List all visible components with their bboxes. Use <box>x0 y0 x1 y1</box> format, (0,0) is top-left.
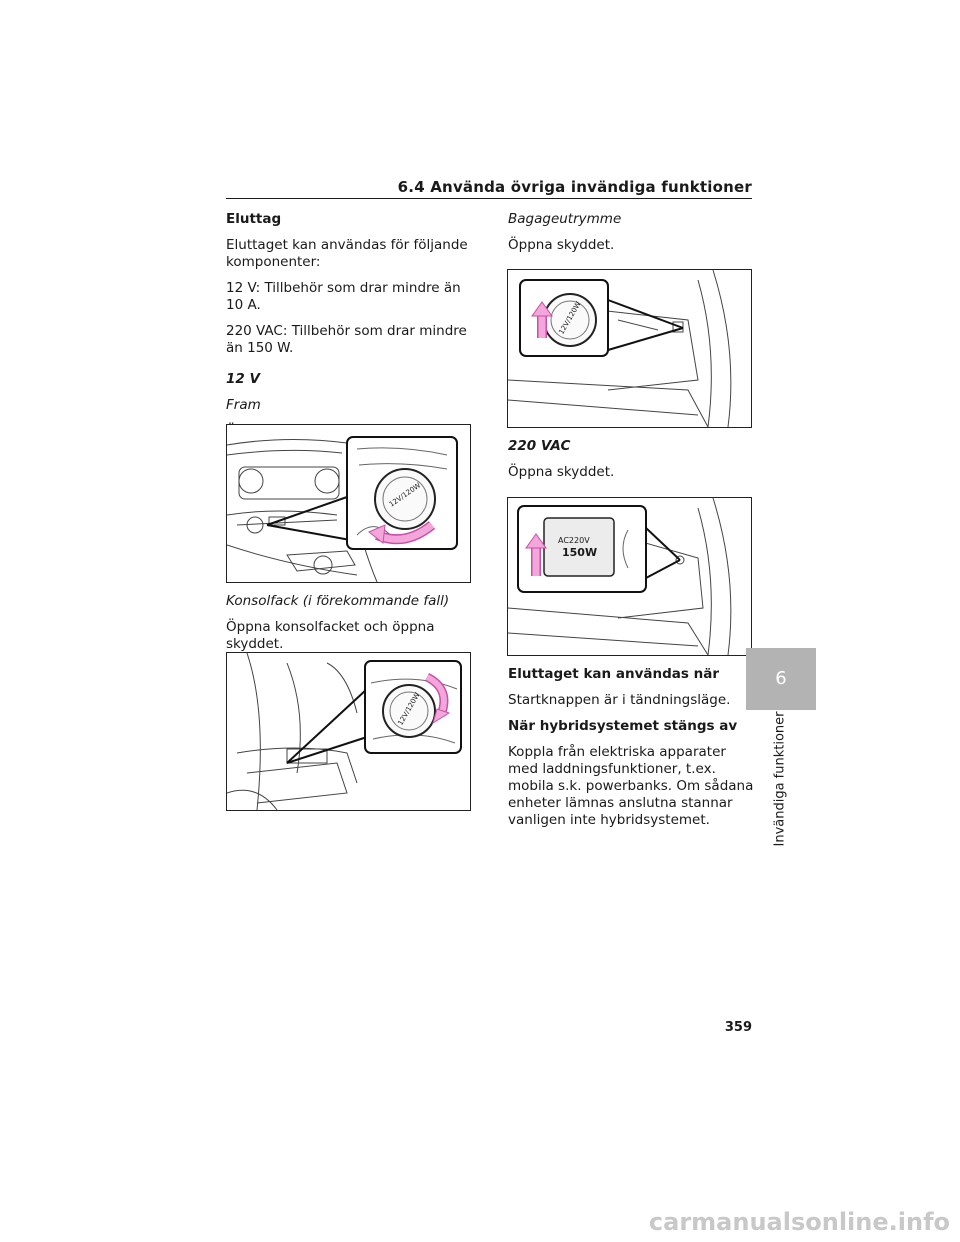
hybrid-text: Koppla från elektriska apparater med laddningsfunktioner, t.ex. mobila s.k. powerbanks. Om sådana enheter lämnas anslutna stannar vanligen inte hybridsystemet. <box>508 744 754 828</box>
right-column-mid <box>508 438 758 490</box>
figure-luggage-12v <box>507 269 752 428</box>
bagageutrymme-label: Bagageutrymme <box>508 211 622 227</box>
konsolfack-label: Konsolfack (i förekommande fall) <box>226 593 450 609</box>
right-column-bottom <box>508 666 758 838</box>
cap-label-front: 12V/120W <box>387 481 423 509</box>
figure-front-socket <box>226 424 471 583</box>
sub-12v-heading: 12 V <box>226 371 260 387</box>
chapter-label: Invändiga funktioner <box>772 711 788 847</box>
spec-220v: 220 VAC: Tillbehör som drar mindre än 150 W. <box>226 323 467 356</box>
chapter-label-container <box>732 711 828 847</box>
cap-label-luggage: 12V/120W <box>557 300 583 336</box>
chapter-tab <box>746 648 816 710</box>
section-header: 6.4 Använda övriga invändiga funktioner <box>397 178 752 196</box>
sub-220-heading: 220 VAC <box>508 438 571 454</box>
ac-label-voltage: AC220V <box>558 536 590 545</box>
page-number: 359 <box>724 1020 752 1035</box>
header-rule <box>226 198 752 199</box>
intro-text: Eluttaget kan användas för följande komponenter: <box>226 237 468 270</box>
usable-text: Startknappen är i tändningsläge. <box>508 692 731 708</box>
ac-label-watt: 150W <box>562 546 598 559</box>
hybrid-heading: När hybridsystemet stängs av <box>508 718 738 734</box>
open-cover-text-2: Öppna skyddet. <box>508 237 615 253</box>
right-column-top <box>508 211 758 263</box>
eluttag-heading: Eluttag <box>226 211 282 227</box>
figure-luggage-220v <box>507 497 752 656</box>
left-column-top <box>226 211 476 449</box>
figure-console-socket <box>226 652 471 811</box>
open-cover-text-3: Öppna skyddet. <box>508 464 615 480</box>
spec-12v: 12 V: Tillbehör som drar mindre än 10 A. <box>226 280 461 313</box>
cap-label-console: 12V/120W <box>396 691 422 727</box>
watermark: carmanualsonline.info <box>648 1208 950 1236</box>
open-console-text: Öppna konsolfacket och öppna skyddet. <box>226 619 435 652</box>
fram-label: Fram <box>226 397 261 413</box>
chapter-number: 6 <box>775 668 787 689</box>
usable-heading: Eluttaget kan användas när <box>508 666 719 682</box>
